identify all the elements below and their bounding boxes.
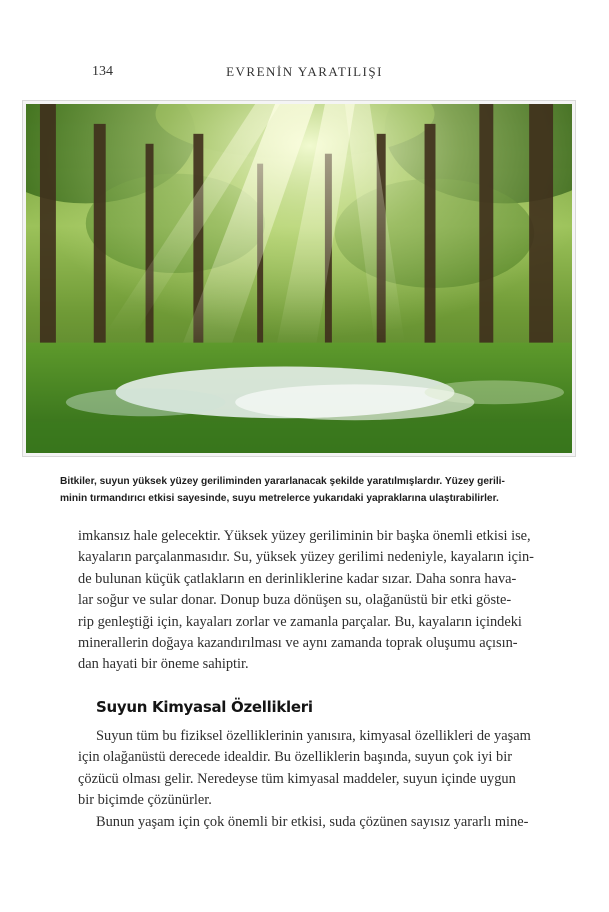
text-line: de bulunan küçük çatlakların en derinliklerine kadar sızar. Daha sonra hava- [78,570,517,587]
caption-line: Bitkiler, suyun yüksek yüzey geriliminden yararlanacak şekilde yaratılmışlardır. Yüzey gerili- [60,476,505,487]
text-line: Bunun yaşam için çok önemli bir etkisi, suda çözünen sayısız yararlı mine- [96,813,529,830]
text-line: rip genleştiği için, kayaları zorlar ve zamanla parçalar. Bu, kayaların içindeki [78,613,522,630]
text-line: bir biçimde çözünürler. [78,792,212,809]
section-heading: Suyun Kimyasal Özellikleri [96,698,313,716]
forest-photo [22,100,576,457]
text-line: lar soğur ve sular donar. Donup buza dönüşen su, olağanüstü bir etki göste- [78,592,512,609]
text-line: çözücü olması gelir. Neredeyse tüm kimyasal maddeler, suyun içinde uygun [78,770,516,787]
paragraph-2 [78,726,550,833]
text-line: imkansız hale gelecektir. Yüksek yüzey geriliminin bir başka önemli etkisi ise, [78,528,531,544]
figure-caption [60,473,550,507]
text-line: Suyun tüm bu fiziksel özelliklerinin yanısıra, kimyasal özellikleri de yaşam [96,728,531,744]
text-line: için olağanüstü derecede idealdir. Bu özelliklerin başında, suyun çok iyi bir [78,749,512,766]
running-head: EVRENİN YARATILIŞI [226,64,383,79]
page-number: 134 [92,64,113,79]
forest-illustration [26,104,572,453]
caption-line: minin tırmandırıcı etkisi sayesinde, suyu metrelerce yukarıdaki yapraklarına ulaştırabilirler. [60,493,499,504]
text-line: kayaların parçalanmasıdır. Su, yüksek yüzey gerilimi nedeniyle, kayaların için- [78,549,534,566]
text-line: dan hayati bir öneme sahiptir. [78,656,249,673]
text-line: minerallerin doğaya kazandırılması ve aynı zamanda toprak oluşumu açısın- [78,635,518,652]
paragraph-1 [78,526,550,676]
